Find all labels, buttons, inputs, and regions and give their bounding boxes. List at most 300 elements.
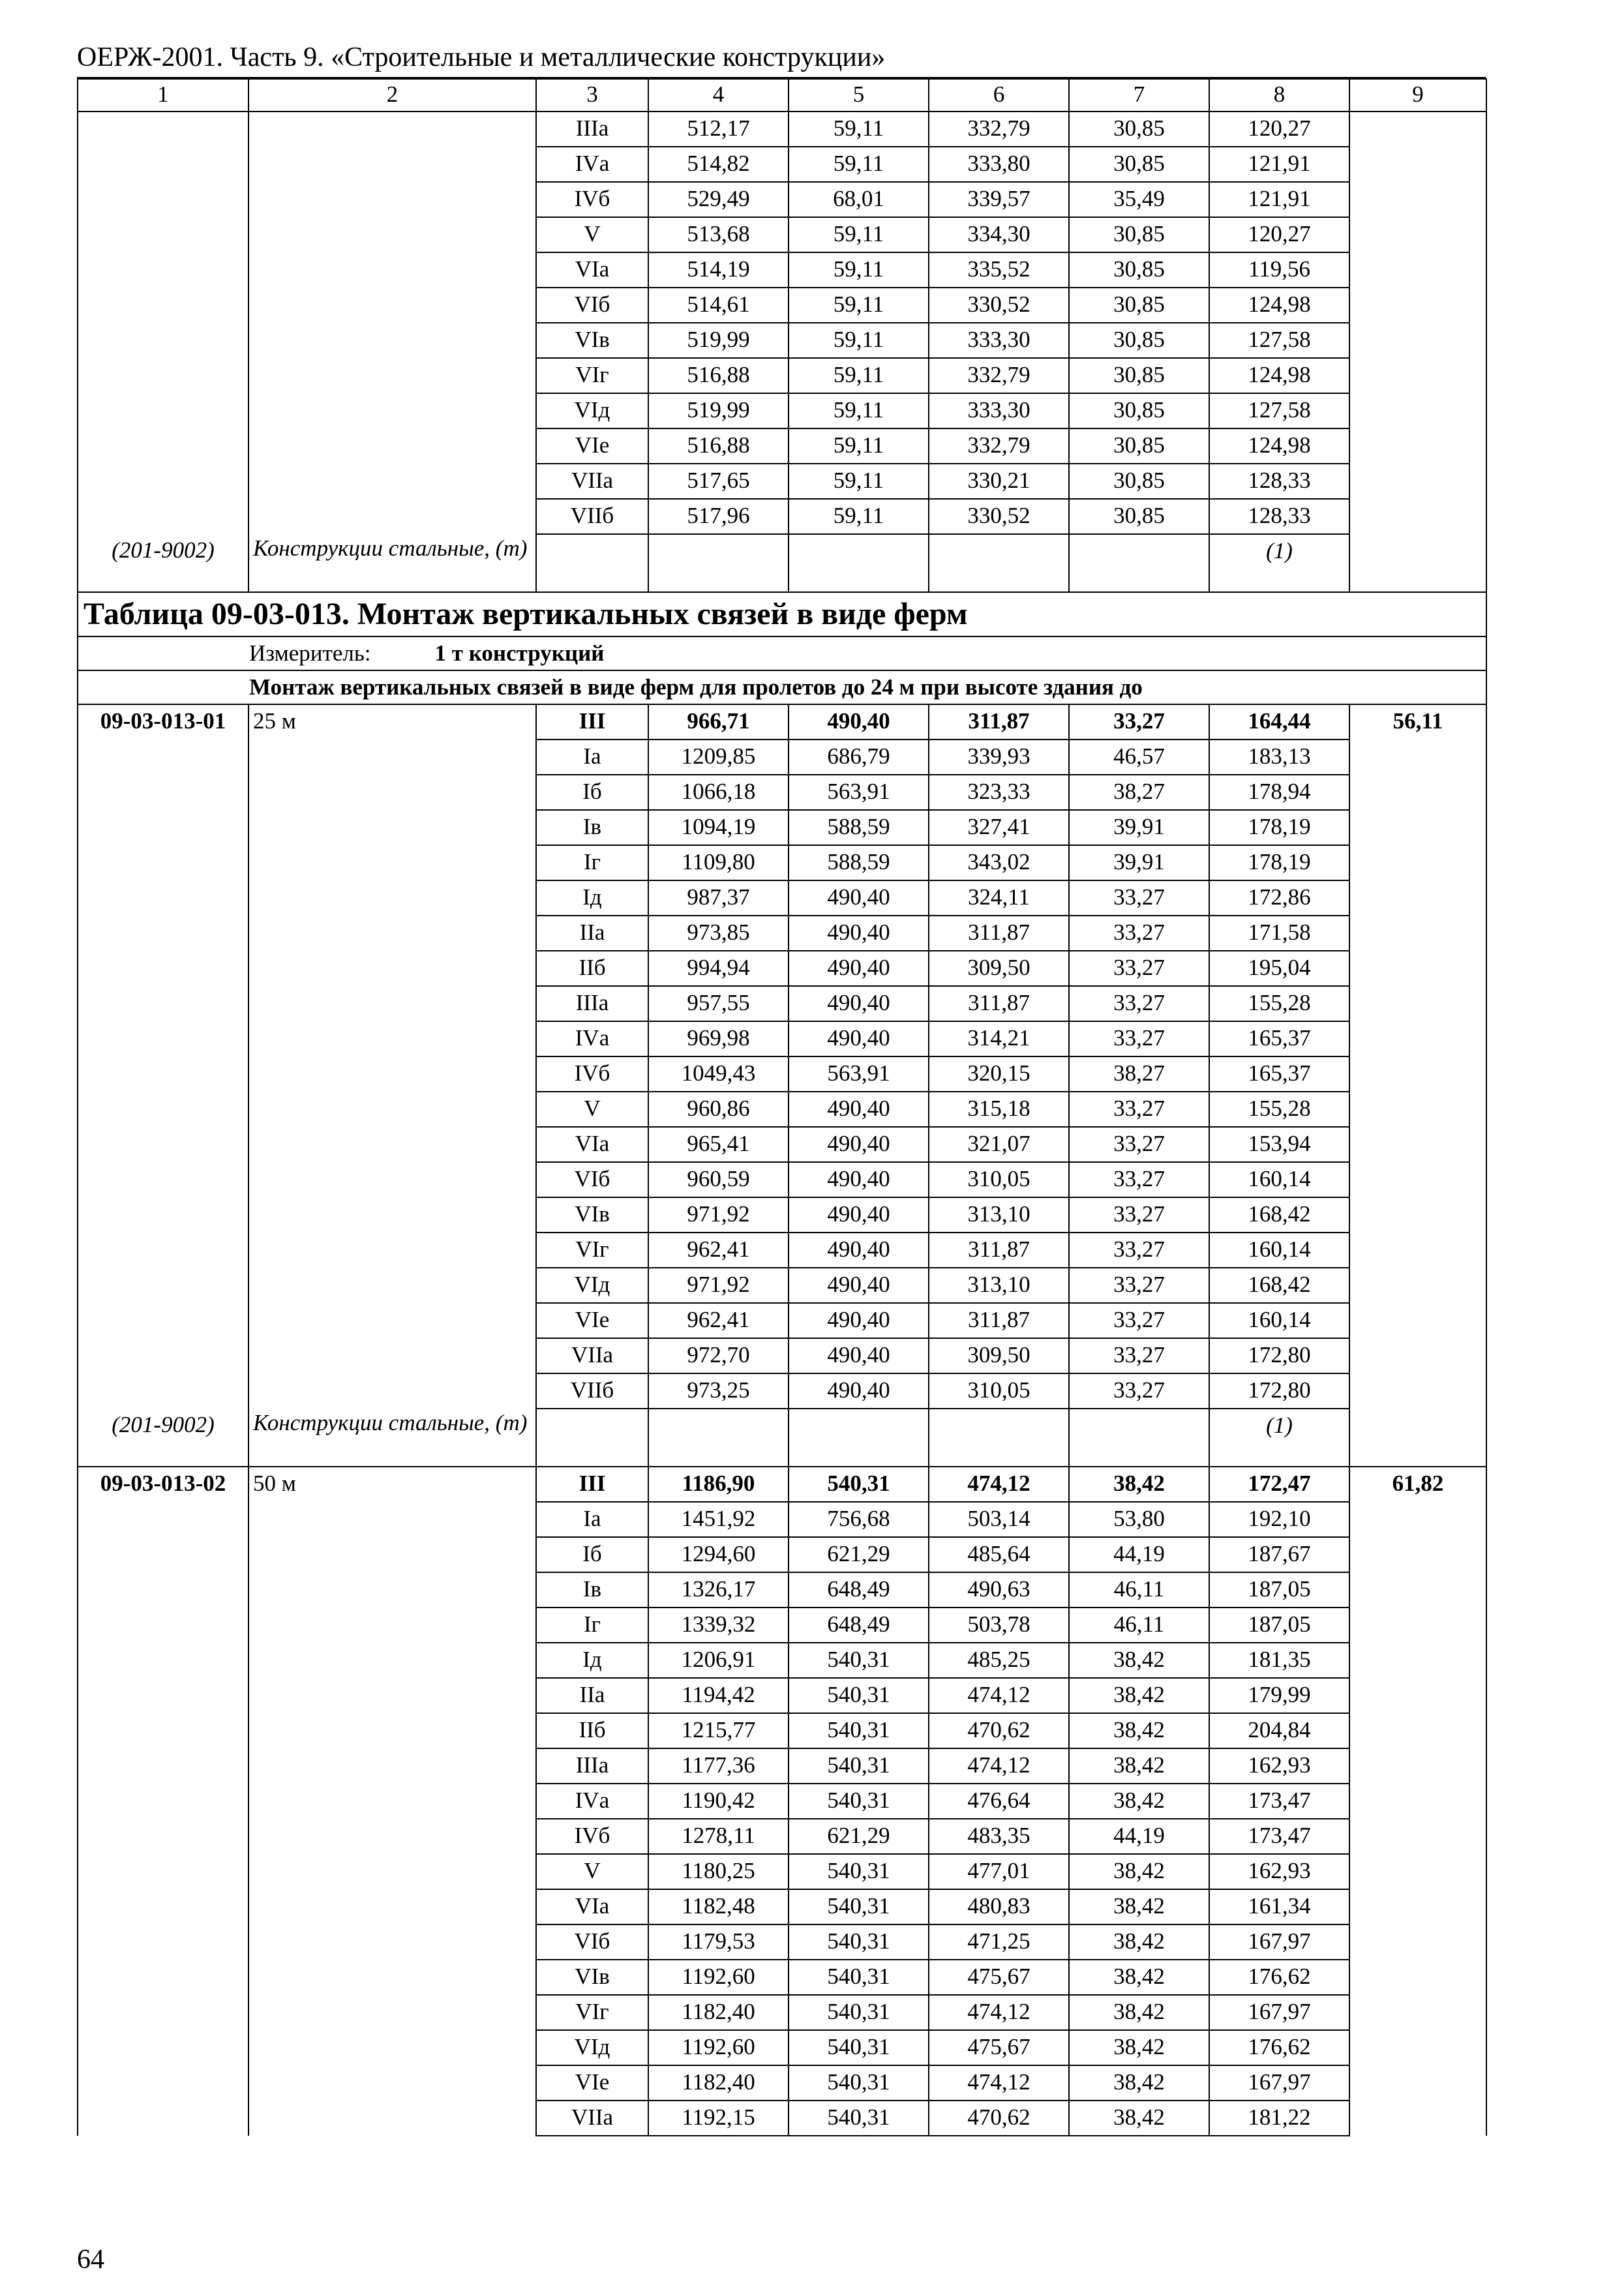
material-code: (201-9002) [78, 534, 248, 592]
value-cell: 311,87 [929, 704, 1069, 740]
value-cell: 490,40 [789, 986, 929, 1021]
blank-cell [1349, 428, 1486, 464]
value-cell: 38,42 [1069, 1960, 1209, 1995]
zone-cell: VIе [536, 428, 648, 464]
blank-cell [248, 112, 536, 147]
value-cell: 160,14 [1209, 1162, 1349, 1197]
value-cell: 621,29 [789, 1537, 929, 1572]
value-cell: 529,49 [648, 182, 789, 217]
value-cell: 339,57 [929, 182, 1069, 217]
value-cell: 127,58 [1209, 393, 1349, 428]
value-cell: 30,85 [1069, 428, 1209, 464]
blank-cell [78, 1092, 248, 1127]
value-cell: 38,27 [1069, 775, 1209, 810]
table-row [78, 951, 1486, 986]
value-cell: 756,68 [789, 1502, 929, 1537]
table-row [78, 1572, 1486, 1608]
zone-cell: VIе [536, 1303, 648, 1338]
value-cell: 124,98 [1209, 358, 1349, 393]
price-table [77, 78, 1487, 2136]
blank-cell [248, 1854, 536, 1889]
value-cell: 33,27 [1069, 1092, 1209, 1127]
value-cell: 165,37 [1209, 1021, 1349, 1056]
value-cell: 38,42 [1069, 2065, 1209, 2101]
column-number: 6 [929, 79, 1069, 112]
value-cell: 30,85 [1069, 112, 1209, 147]
blank-cell [78, 499, 248, 534]
blank-cell [1349, 1303, 1486, 1338]
blank-cell [78, 464, 248, 499]
value-cell: 181,35 [1209, 1643, 1349, 1678]
blank-cell [536, 534, 648, 592]
blank-cell [1349, 1748, 1486, 1784]
blank-cell [1349, 1854, 1486, 1889]
value-cell: 1182,40 [648, 2065, 789, 2101]
blank-cell [78, 1995, 248, 2030]
blank-cell [248, 880, 536, 916]
zone-cell: IVа [536, 147, 648, 182]
value-cell: 1186,90 [648, 1467, 789, 1502]
value-cell: 512,17 [648, 112, 789, 147]
value-cell: 38,42 [1069, 2101, 1209, 2136]
value-cell: 330,52 [929, 288, 1069, 323]
value-cell: 59,11 [789, 323, 929, 358]
value-cell: 333,30 [929, 393, 1069, 428]
value-cell: 172,80 [1209, 1338, 1349, 1373]
value-cell: 334,30 [929, 217, 1069, 252]
value-cell: 474,12 [929, 1467, 1069, 1502]
table-row [78, 464, 1486, 499]
value-cell: 124,98 [1209, 428, 1349, 464]
column-number: 4 [648, 79, 789, 112]
blank-cell [248, 1373, 536, 1409]
table-row [78, 1127, 1486, 1162]
value-cell: 179,99 [1209, 1678, 1349, 1713]
blank-cell [78, 288, 248, 323]
value-cell: 33,27 [1069, 1338, 1209, 1373]
table-row [78, 1748, 1486, 1784]
blank-cell [78, 1537, 248, 1572]
value-cell: 178,19 [1209, 845, 1349, 880]
value-cell: 313,10 [929, 1197, 1069, 1233]
blank-cell [1349, 775, 1486, 810]
value-cell: 172,86 [1209, 880, 1349, 916]
table-row [78, 1338, 1486, 1373]
value-cell: 516,88 [648, 428, 789, 464]
zone-cell: Iа [536, 1502, 648, 1537]
zone-cell: VIIб [536, 499, 648, 534]
value-cell: 1177,36 [648, 1748, 789, 1784]
value-cell: 540,31 [789, 1713, 929, 1748]
value-cell: 33,27 [1069, 1373, 1209, 1409]
blank-cell [1349, 1162, 1486, 1197]
blank-cell [1349, 1537, 1486, 1572]
blank-cell [1349, 845, 1486, 880]
column-number: 8 [1209, 79, 1349, 112]
blank-cell [1349, 1572, 1486, 1608]
value-cell: 490,40 [789, 704, 929, 740]
value-cell: 971,92 [648, 1268, 789, 1303]
page-number: 64 [77, 2245, 104, 2275]
blank-cell [78, 2030, 248, 2065]
value-cell: 1094,19 [648, 810, 789, 845]
value-cell: 339,93 [929, 740, 1069, 775]
blank-cell [929, 534, 1069, 592]
value-cell: 563,91 [789, 1056, 929, 1092]
blank-cell [248, 499, 536, 534]
value-cell: 38,42 [1069, 1854, 1209, 1889]
value-cell: 563,91 [789, 775, 929, 810]
table-row [78, 1678, 1486, 1713]
blank-cell [1349, 916, 1486, 951]
zone-cell: VIг [536, 358, 648, 393]
zone-cell: IIа [536, 916, 648, 951]
value-cell: 46,57 [1069, 740, 1209, 775]
value-cell: 167,97 [1209, 2065, 1349, 2101]
blank-cell [248, 252, 536, 288]
value-cell: 480,83 [929, 1889, 1069, 1924]
blank-cell [78, 1819, 248, 1854]
value-cell: 960,86 [648, 1092, 789, 1127]
table-row [78, 1643, 1486, 1678]
value-cell: 38,42 [1069, 1995, 1209, 2030]
blank-cell [248, 393, 536, 428]
value-cell: 1192,15 [648, 2101, 789, 2136]
value-cell: 167,97 [1209, 1924, 1349, 1960]
blank-cell [78, 2065, 248, 2101]
value-cell: 514,82 [648, 147, 789, 182]
value-cell: 476,64 [929, 1784, 1069, 1819]
value-cell: 173,47 [1209, 1819, 1349, 1854]
value-cell: 30,85 [1069, 323, 1209, 358]
value-cell: 332,79 [929, 358, 1069, 393]
value-cell: 310,05 [929, 1162, 1069, 1197]
zone-cell: VIа [536, 1127, 648, 1162]
blank-cell [78, 217, 248, 252]
value-cell: 969,98 [648, 1021, 789, 1056]
column-number: 5 [789, 79, 929, 112]
table-row [78, 1373, 1486, 1409]
value-cell: 30,85 [1069, 217, 1209, 252]
page-header: ОЕРЖ-2001. Часть 9. «Строительные и металлические конструкции» [77, 38, 1486, 80]
column-number: 1 [78, 79, 248, 112]
zone-cell: III [536, 704, 648, 740]
value-cell: 475,67 [929, 1960, 1069, 1995]
value-cell: 474,12 [929, 2065, 1069, 2101]
value-cell: 195,04 [1209, 951, 1349, 986]
material-qty: (1) [1209, 1409, 1349, 1467]
value-cell: 490,40 [789, 1021, 929, 1056]
value-cell: 187,67 [1209, 1537, 1349, 1572]
value-cell: 1192,60 [648, 1960, 789, 1995]
zone-cell: IVа [536, 1021, 648, 1056]
measure-value: 1 т конструкций [434, 640, 605, 666]
value-cell: 168,42 [1209, 1197, 1349, 1233]
blank-cell [248, 1092, 536, 1127]
value-cell: 38,42 [1069, 1748, 1209, 1784]
value-cell: 39,91 [1069, 845, 1209, 880]
blank-cell [78, 1056, 248, 1092]
value-cell: 320,15 [929, 1056, 1069, 1092]
blank-cell [78, 845, 248, 880]
value-cell: 314,21 [929, 1021, 1069, 1056]
blank-cell [248, 951, 536, 986]
blank-cell [248, 1338, 536, 1373]
value-cell: 153,94 [1209, 1127, 1349, 1162]
value-cell: 176,62 [1209, 1960, 1349, 1995]
value-cell: 540,31 [789, 2101, 929, 2136]
measure-label: Измеритель: [249, 640, 371, 666]
value-cell: 1215,77 [648, 1713, 789, 1748]
table-title-row [78, 592, 1486, 636]
value-cell: 621,29 [789, 1819, 929, 1854]
blank-cell [78, 1233, 248, 1268]
blank-cell [248, 147, 536, 182]
table-row [78, 1268, 1486, 1303]
value-cell: 327,41 [929, 810, 1069, 845]
blank-cell [1349, 182, 1486, 217]
value-cell: 38,27 [1069, 1056, 1209, 1092]
value-cell: 38,42 [1069, 1678, 1209, 1713]
blank-cell [248, 1889, 536, 1924]
value-cell: 39,91 [1069, 810, 1209, 845]
blank-cell [1349, 358, 1486, 393]
value-cell: 187,05 [1209, 1608, 1349, 1643]
zone-cell: VIIа [536, 2101, 648, 2136]
value-cell: 33,27 [1069, 1197, 1209, 1233]
table-row [78, 1537, 1486, 1572]
blank-cell [248, 1127, 536, 1162]
zone-cell: Iа [536, 740, 648, 775]
value-cell: 333,80 [929, 147, 1069, 182]
value-cell: 1294,60 [648, 1537, 789, 1572]
value-cell: 335,52 [929, 252, 1069, 288]
value-cell: 155,28 [1209, 986, 1349, 1021]
table-row [78, 986, 1486, 1021]
blank-cell [1349, 951, 1486, 986]
table-row [78, 1995, 1486, 2030]
value-cell: 178,19 [1209, 810, 1349, 845]
blank-cell [78, 1608, 248, 1643]
value-cell: 490,40 [789, 1338, 929, 1373]
blank-cell [1349, 147, 1486, 182]
blank-cell [248, 1678, 536, 1713]
blank-cell [78, 1303, 248, 1338]
value-cell: 474,12 [929, 1748, 1069, 1784]
value-cell: 324,11 [929, 880, 1069, 916]
table-row [78, 740, 1486, 775]
value-cell: 517,96 [648, 499, 789, 534]
value-cell: 59,11 [789, 358, 929, 393]
blank-cell [78, 358, 248, 393]
zone-cell: VIб [536, 1162, 648, 1197]
value-cell: 161,34 [1209, 1889, 1349, 1924]
blank-cell [78, 2101, 248, 2136]
value-cell: 178,94 [1209, 775, 1349, 810]
blank-cell [1349, 252, 1486, 288]
blank-cell [248, 1303, 536, 1338]
blank-cell [78, 951, 248, 986]
value-cell: 120,27 [1209, 217, 1349, 252]
zone-cell: Iг [536, 1608, 648, 1643]
value-cell: 471,25 [929, 1924, 1069, 1960]
blank-cell [78, 428, 248, 464]
value-cell: 540,31 [789, 1467, 929, 1502]
value-cell: 164,44 [1209, 704, 1349, 740]
table-row [78, 1819, 1486, 1854]
value-cell: 332,79 [929, 428, 1069, 464]
value-cell: 59,11 [789, 288, 929, 323]
value-cell: 59,11 [789, 252, 929, 288]
table-row [78, 499, 1486, 534]
zone-cell: VIIа [536, 1338, 648, 1373]
blank-cell [1349, 1502, 1486, 1537]
zone-cell: Iг [536, 845, 648, 880]
blank-cell [1349, 393, 1486, 428]
column-number: 9 [1349, 79, 1486, 112]
table-row [78, 2030, 1486, 2065]
value-cell: 490,40 [789, 1303, 929, 1338]
blank-cell [248, 288, 536, 323]
material-code: (201-9002) [78, 1409, 248, 1467]
value-cell: 59,11 [789, 112, 929, 147]
value-cell: 490,40 [789, 880, 929, 916]
value-cell: 30,85 [1069, 464, 1209, 499]
value-cell: 540,31 [789, 1960, 929, 1995]
blank-cell [1349, 1092, 1486, 1127]
zone-cell: VIв [536, 1960, 648, 1995]
blank-cell [1349, 1233, 1486, 1268]
blank-cell [78, 112, 248, 147]
blank-cell [248, 1960, 536, 1995]
blank-cell [78, 1713, 248, 1748]
material-qty: (1) [1209, 534, 1349, 592]
value-cell: 519,99 [648, 323, 789, 358]
value-cell: 33,27 [1069, 880, 1209, 916]
blank-cell [78, 1924, 248, 1960]
value-cell: 313,10 [929, 1268, 1069, 1303]
material-name: Конструкции стальные, (т) [248, 1409, 536, 1467]
blank-cell [1349, 810, 1486, 845]
zone-cell: IIб [536, 1713, 648, 1748]
value-cell: 519,99 [648, 393, 789, 428]
blank-cell [1349, 880, 1486, 916]
blank-cell [78, 740, 248, 775]
value-cell: 38,42 [1069, 1467, 1209, 1502]
blank-cell [78, 1889, 248, 1924]
zone-cell: VIб [536, 288, 648, 323]
value-cell: 503,14 [929, 1502, 1069, 1537]
value-cell: 540,31 [789, 1784, 929, 1819]
value-cell: 1278,11 [648, 1819, 789, 1854]
value-cell: 33,27 [1069, 704, 1209, 740]
blank-cell [78, 1021, 248, 1056]
blank-cell [248, 2030, 536, 2065]
value-cell: 973,85 [648, 916, 789, 951]
value-cell: 59,11 [789, 147, 929, 182]
zone-cell: V [536, 1092, 648, 1127]
blank-cell [248, 1021, 536, 1056]
value-cell: 38,42 [1069, 1889, 1209, 1924]
table-row [78, 1889, 1486, 1924]
value-cell: 171,58 [1209, 916, 1349, 951]
value-cell: 540,31 [789, 1995, 929, 2030]
blank-cell [78, 147, 248, 182]
column-number: 3 [536, 79, 648, 112]
value-cell: 1206,91 [648, 1643, 789, 1678]
zone-cell: VIб [536, 1924, 648, 1960]
blank-cell [248, 1819, 536, 1854]
blank-cell [78, 1338, 248, 1373]
value-cell: 33,27 [1069, 951, 1209, 986]
value-cell: 33,27 [1069, 1268, 1209, 1303]
value-cell: 120,27 [1209, 112, 1349, 147]
column-number-row [78, 79, 1486, 112]
measure [78, 636, 1486, 670]
value-cell: 172,47 [1209, 1467, 1349, 1502]
blank-cell [1349, 2030, 1486, 2065]
zone-cell: IIа [536, 1678, 648, 1713]
value-cell: 176,62 [1209, 2030, 1349, 2065]
blank-cell [78, 1373, 248, 1409]
value-cell: 474,12 [929, 1995, 1069, 2030]
table-row [78, 1608, 1486, 1643]
table-subtitle: Монтаж вертикальных связей в виде ферм для пролетов до 24 м при высоте здания до [78, 670, 1486, 704]
blank-cell [1349, 499, 1486, 534]
blank-cell [1349, 288, 1486, 323]
value-cell: 540,31 [789, 1643, 929, 1678]
value-cell: 1194,42 [648, 1678, 789, 1713]
blank-cell [1349, 1127, 1486, 1162]
blank-cell [248, 1268, 536, 1303]
value-cell: 987,37 [648, 880, 789, 916]
value-cell: 540,31 [789, 1748, 929, 1784]
resource-code: 09-03-013-02 [78, 1467, 248, 1502]
zone-cell: VIа [536, 252, 648, 288]
table-row [78, 1960, 1486, 1995]
table-row [78, 2101, 1486, 2136]
zone-cell: III [536, 1467, 648, 1502]
value-cell: 1451,92 [648, 1502, 789, 1537]
table-row [78, 775, 1486, 810]
zone-cell: VIг [536, 1233, 648, 1268]
value-cell: 490,40 [789, 1268, 929, 1303]
value-cell: 30,85 [1069, 252, 1209, 288]
zone-cell: IVб [536, 1819, 648, 1854]
value-cell: 192,10 [1209, 1502, 1349, 1537]
value-cell: 540,31 [789, 1924, 929, 1960]
value-cell: 121,91 [1209, 147, 1349, 182]
value-cell: 540,31 [789, 2030, 929, 2065]
blank-cell [78, 1502, 248, 1537]
blank-cell [248, 428, 536, 464]
value-cell: 165,37 [1209, 1056, 1349, 1092]
zone-cell: IIб [536, 951, 648, 986]
value-cell: 311,87 [929, 986, 1069, 1021]
blank-cell [78, 1162, 248, 1197]
table-row [78, 2065, 1486, 2101]
table-row [78, 1056, 1486, 1092]
value-cell: 59,11 [789, 464, 929, 499]
table-row [78, 1197, 1486, 1233]
table-row [78, 1303, 1486, 1338]
zone-cell: IVа [536, 1784, 648, 1819]
value-cell: 490,40 [789, 1373, 929, 1409]
blank-cell [248, 1643, 536, 1678]
value-cell: 59,11 [789, 217, 929, 252]
value-cell: 33,27 [1069, 986, 1209, 1021]
value-cell: 1209,85 [648, 740, 789, 775]
